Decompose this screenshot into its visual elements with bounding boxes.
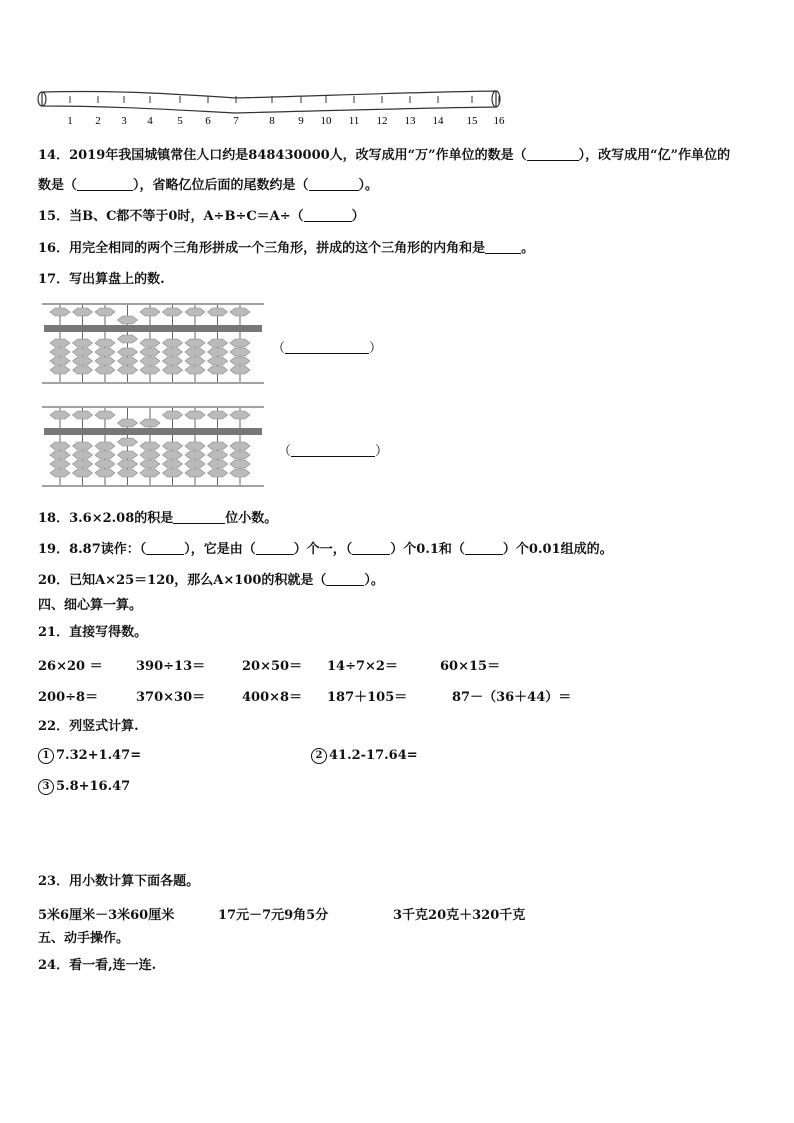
- abacus-bead: [73, 451, 93, 459]
- ruler-tick-label: 12: [376, 115, 388, 127]
- question-text: ），改写成用“亿”作单位的: [578, 148, 731, 163]
- vertical-calc-2: 2 41.2-17.64=: [311, 748, 418, 764]
- question-number: 14．: [38, 148, 70, 163]
- abacus-bead: [208, 308, 228, 316]
- calc-item: 87－（36＋44）＝: [452, 690, 572, 705]
- vertical-calc-1: 1 7.32+1.47=: [38, 748, 141, 764]
- abacus-bead: [95, 339, 115, 347]
- abacus-bead: [185, 357, 205, 365]
- abacus-bead: [95, 411, 115, 419]
- abacus-bead: [163, 348, 183, 356]
- abacus-bead: [50, 451, 70, 459]
- ruler-tick-label: 16: [493, 115, 505, 127]
- abacus-bead: [185, 366, 205, 374]
- abacus-bead: [95, 308, 115, 316]
- ruler-tick-label: 15: [466, 115, 478, 127]
- answer-blank[interactable]: [304, 207, 352, 222]
- abacus-bead: [208, 366, 228, 374]
- question-text: 直接写得数。: [69, 625, 148, 640]
- question-text: 当B、C都不等于0时，A÷B÷C＝A÷（: [69, 209, 304, 224]
- abacus-bead: [163, 339, 183, 347]
- question-text: 写出算盘上的数.: [69, 272, 165, 287]
- abacus-bead: [50, 366, 70, 374]
- abacus-bead: [73, 366, 93, 374]
- abacus-bead: [140, 419, 160, 427]
- ruler-tick-label: 5: [177, 115, 183, 127]
- abacus-bead: [73, 357, 93, 365]
- question-text: 用小数计算下面各题。: [69, 874, 200, 889]
- abacus-bead: [140, 366, 160, 374]
- calc-item: 390÷13＝: [136, 659, 206, 674]
- abacus-bead: [118, 419, 138, 427]
- question-23: [38, 873, 199, 891]
- abacus-bead: [50, 339, 70, 347]
- abacus-bead: [50, 348, 70, 356]
- question-20: [38, 571, 384, 590]
- ruler-tick-label: 14: [432, 115, 444, 127]
- question-number: 21．: [38, 625, 70, 640]
- abacus-bead: [208, 451, 228, 459]
- abacus-bead: [163, 308, 183, 316]
- question-text: 。: [521, 241, 535, 256]
- question-text: ）个一，（: [293, 542, 353, 557]
- abacus-bead: [230, 308, 250, 316]
- question-number: 22．: [38, 719, 70, 734]
- abacus-beam: [44, 325, 262, 332]
- ruler-tick-label: 1: [67, 115, 73, 127]
- abacus-bead: [208, 460, 228, 468]
- abacus-bead: [185, 339, 205, 347]
- abacus-bead: [230, 357, 250, 365]
- abacus-bead: [95, 357, 115, 365]
- ruler-tick-label: 4: [147, 115, 153, 127]
- question-17: [38, 271, 165, 289]
- question-text: 用完全相同的两个三角形拼成一个三角形，拼成的这个三角形的内角和是: [69, 241, 486, 256]
- ruler-tick-label: 10: [320, 115, 332, 127]
- abacus-bead: [185, 411, 205, 419]
- abacus-bead: [230, 442, 250, 450]
- abacus-bead: [140, 442, 160, 450]
- abacus-bead: [118, 366, 138, 374]
- abacus-bead: [230, 469, 250, 477]
- abacus-bead: [118, 460, 138, 468]
- abacus-beam: [44, 428, 262, 435]
- question-text: 列竖式计算.: [69, 719, 139, 734]
- ruler-figure: [36, 86, 506, 130]
- abacus-bead: [163, 366, 183, 374]
- question-number: 23．: [38, 874, 70, 889]
- abacus-bead: [118, 316, 138, 324]
- abacus-bead: [208, 339, 228, 347]
- question-text: 位小数。: [225, 511, 278, 526]
- question-14: [38, 146, 730, 165]
- abacus-bead: [140, 348, 160, 356]
- abacus-bead: [118, 469, 138, 477]
- question-14-cont: [38, 176, 378, 195]
- question-21: [38, 624, 147, 642]
- answer-blank[interactable]: [326, 571, 364, 586]
- decimal-calc-item: 17元－7元9角5分: [218, 908, 329, 923]
- question-number: 18．: [38, 511, 70, 526]
- answer-blank[interactable]: [352, 540, 390, 555]
- section-5-heading: 五、动手操作。: [38, 931, 130, 946]
- abacus-bead: [208, 357, 228, 365]
- abacus-bead: [95, 460, 115, 468]
- ruler-tick-label: 7: [233, 115, 239, 127]
- abacus-bead: [95, 469, 115, 477]
- abacus-bead: [185, 451, 205, 459]
- abacus-bead: [185, 469, 205, 477]
- question-number: 24．: [38, 958, 70, 973]
- abacus-bead: [208, 442, 228, 450]
- circled-number: 1: [38, 748, 54, 764]
- abacus-bead: [185, 308, 205, 316]
- abacus-bead: [163, 451, 183, 459]
- calc-item: 60×15＝: [440, 659, 501, 674]
- question-number: 15．: [38, 209, 70, 224]
- abacus-bead: [230, 460, 250, 468]
- answer-blank[interactable]: [77, 176, 133, 191]
- abacus-bead: [118, 357, 138, 365]
- answer-blank[interactable]: [173, 509, 225, 524]
- abacus-figure-1: [42, 303, 264, 385]
- ruler-tick-label: 13: [404, 115, 416, 127]
- abacus-bead: [73, 469, 93, 477]
- ruler-tick-label: 2: [95, 115, 101, 127]
- question-text: ）: [351, 209, 365, 224]
- abacus-bead: [230, 348, 250, 356]
- question-24: [38, 957, 156, 975]
- circled-number: 3: [38, 779, 54, 795]
- abacus-figure-2: [42, 406, 264, 488]
- answer-blank[interactable]: [309, 176, 359, 191]
- abacus-bead: [208, 348, 228, 356]
- abacus-bead: [50, 442, 70, 450]
- abacus-bead: [230, 411, 250, 419]
- abacus-bead: [95, 451, 115, 459]
- question-number: 17．: [38, 272, 70, 287]
- abacus-bead: [73, 308, 93, 316]
- question-text: ），它是由（: [184, 542, 256, 557]
- abacus-bead: [118, 335, 138, 343]
- abacus-bead: [140, 460, 160, 468]
- ruler-tick-label: 11: [348, 115, 360, 127]
- question-19: [38, 540, 613, 559]
- answer-blank[interactable]: [527, 146, 579, 161]
- abacus-bead: [50, 308, 70, 316]
- abacus-bead: [73, 411, 93, 419]
- abacus-bead: [163, 460, 183, 468]
- ruler-tick-label: 9: [298, 115, 304, 127]
- question-22: [38, 718, 139, 736]
- question-text: 3.6×2.08的积是: [69, 511, 174, 526]
- calc-item: 14÷7×2＝: [327, 659, 398, 674]
- question-text: ）。: [364, 573, 384, 588]
- question-15: [38, 207, 365, 226]
- abacus-bead: [208, 469, 228, 477]
- calc-item: 26×20 ＝: [38, 659, 103, 674]
- question-text: 已知A×25＝120，那么A×100的积就是（: [69, 573, 327, 588]
- question-number: 20．: [38, 573, 70, 588]
- abacus-bead: [230, 339, 250, 347]
- abacus-bead: [230, 366, 250, 374]
- calc-item: 20×50＝: [242, 659, 303, 674]
- decimal-calc-item: 3千克20克＋320千克: [393, 908, 526, 923]
- abacus-2-answer: （ ）: [278, 444, 389, 459]
- abacus-bead: [185, 442, 205, 450]
- abacus-bead: [118, 348, 138, 356]
- abacus-bead: [118, 438, 138, 446]
- question-text: ）。: [358, 178, 379, 193]
- question-18: [38, 509, 277, 528]
- ruler-tick-label: 8: [269, 115, 275, 127]
- abacus-1-answer: （ ）: [272, 341, 383, 356]
- abacus-bead: [140, 339, 160, 347]
- abacus-bead: [50, 357, 70, 365]
- calc-item: 370×30＝: [136, 690, 206, 705]
- calc-item: 400×8＝: [242, 690, 303, 705]
- section-4-heading: 四、细心算一算。: [38, 598, 143, 613]
- abacus-bead: [163, 357, 183, 365]
- abacus-bead: [50, 460, 70, 468]
- question-16: [38, 239, 534, 258]
- abacus-bead: [140, 469, 160, 477]
- question-number: 19．: [38, 542, 70, 557]
- abacus-bead: [163, 442, 183, 450]
- abacus-bead: [185, 348, 205, 356]
- abacus-bead: [140, 308, 160, 316]
- answer-blank[interactable]: [285, 339, 369, 354]
- abacus-bead: [230, 451, 250, 459]
- abacus-bead: [73, 442, 93, 450]
- decimal-calc-item: 5米6厘米－3米60厘米: [38, 908, 175, 923]
- vertical-calc-3: 3 5.8+16.47: [38, 779, 130, 795]
- abacus-bead: [163, 411, 183, 419]
- calc-item: 200÷8＝: [38, 690, 99, 705]
- abacus-bead: [185, 460, 205, 468]
- question-text: 看一看,连一连.: [69, 958, 157, 973]
- abacus-bead: [140, 451, 160, 459]
- question-number: 16．: [38, 241, 70, 256]
- question-text: ），省略亿位后面的尾数约是（: [133, 178, 309, 193]
- ruler-tick-label: 6: [205, 115, 211, 127]
- answer-blank[interactable]: [256, 540, 294, 555]
- answer-blank[interactable]: [465, 540, 503, 555]
- abacus-bead: [163, 469, 183, 477]
- abacus-bead: [95, 348, 115, 356]
- abacus-bead: [208, 411, 228, 419]
- abacus-bead: [50, 469, 70, 477]
- ruler-tick-label: 3: [121, 115, 127, 127]
- circled-number: 2: [311, 748, 327, 764]
- answer-blank[interactable]: [291, 442, 375, 457]
- abacus-bead: [95, 366, 115, 374]
- abacus-bead: [73, 339, 93, 347]
- calc-item: 187＋105＝: [327, 690, 408, 705]
- abacus-bead: [73, 348, 93, 356]
- abacus-bead: [50, 411, 70, 419]
- question-text: 2019年我国城镇常住人口约是848430000人，改写成用“万”作单位的数是（: [69, 148, 527, 163]
- question-text: ）个0.01组成的。: [502, 542, 613, 557]
- answer-blank[interactable]: [485, 239, 521, 254]
- abacus-bead: [140, 357, 160, 365]
- abacus-bead: [95, 442, 115, 450]
- question-text: 8.87读作：（: [69, 542, 147, 557]
- question-text: 数是（: [38, 178, 78, 193]
- abacus-bead: [73, 460, 93, 468]
- question-text: ）个0.1和（: [390, 542, 465, 557]
- answer-blank[interactable]: [146, 540, 184, 555]
- abacus-bead: [118, 451, 138, 459]
